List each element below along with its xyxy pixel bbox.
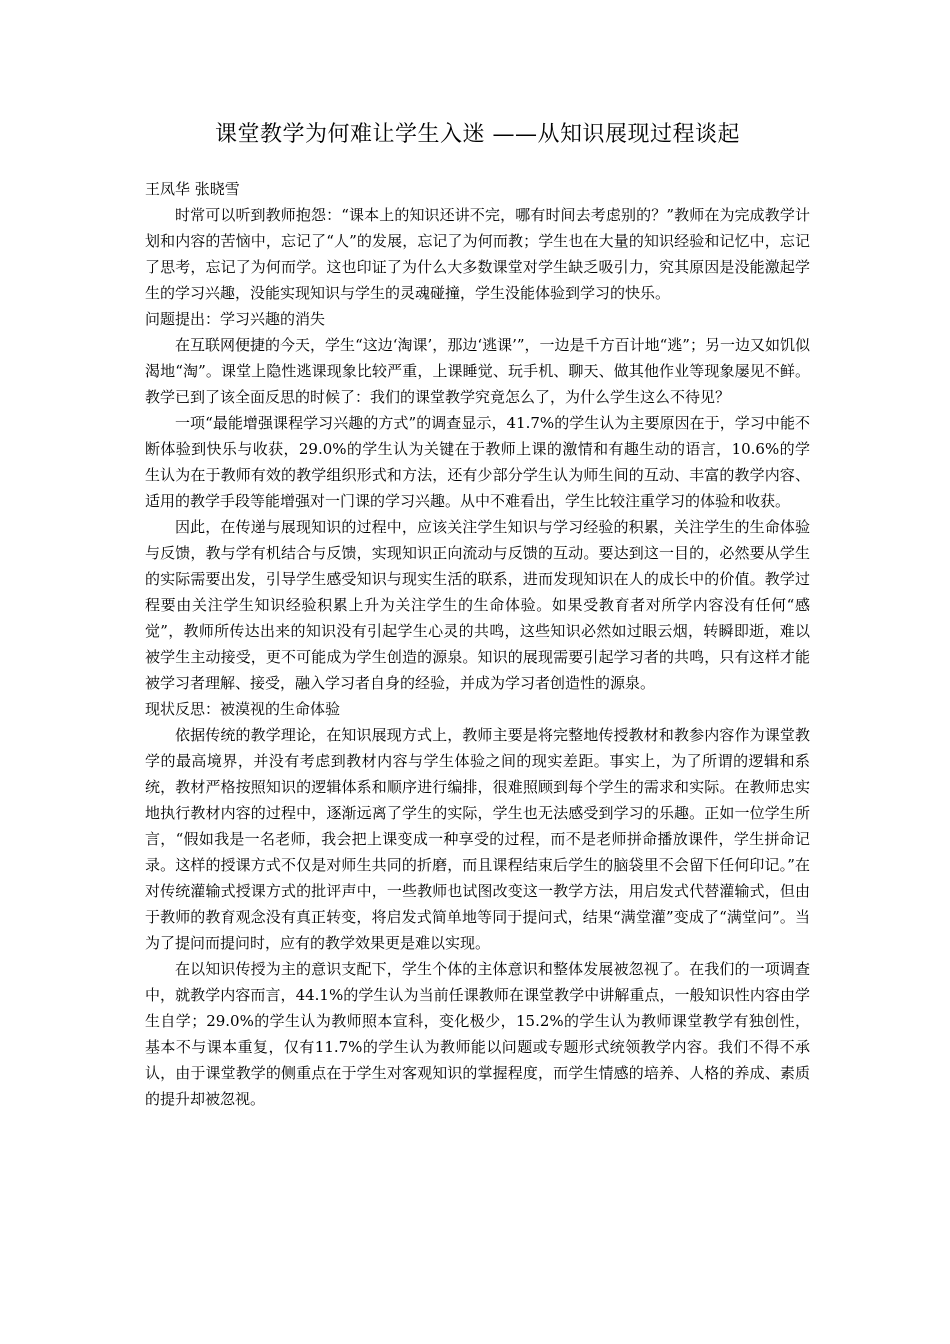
document-authors: 王凤华 张晓雪 xyxy=(145,180,240,198)
document-title: 课堂教学为何难让学生入迷 ——从知识展现过程谈起 xyxy=(215,122,740,147)
paragraph-internet: 在互联网便捷的今天，学生“这边‘淘课’，那边‘逃课’”，一边是千方百计地“逃”；另一边又如饥似渴地“淘”。课堂上隐性逃课现象比较严重，上课睡觉、玩手机、聊天、做其他作业等现象屡见不鲜。教学已到了该全面反思的时候了：我们的课堂教学究竟怎么了，为什么学生这么不待见？ xyxy=(145,336,810,406)
section-heading-problem: 问题提出：学习兴趣的消失 xyxy=(145,310,326,328)
paragraph-knowledge-transfer: 在以知识传授为主的意识支配下，学生个体的主体意识和整体发展被忽视了。在我们的一项调查中，就教学内容而言，44.1%的学生认为当前任课教师在课堂教学中讲解重点，一般知识性内容由学生自学；29.0%的学生认为教师照本宣科，变化极少，15.2%的学生认为教师课堂教学有独创性，基本不与课本重复，仅有11.7%的学生认为教师能以问题或专题形式统领教学内容。我们不得不承认，由于课堂教学的侧重点在于学生对客观知识的掌握程度，而学生情感的培养、人格的养成、素质的提升却被忽视。 xyxy=(145,960,810,1108)
paragraph-traditional: 依据传统的教学理论，在知识展现方式上，教师主要是将完整地传授教材和教参内容作为课堂教学的最高境界，并没有考虑到教材内容与学生体验之间的现实差距。事实上，为了所谓的逻辑和系统，教材严格按照知识的逻辑体系和顺序进行编排，很难照顾到每个学生的需求和实际。在教师忠实地执行教材内容的过程中，逐渐远离了学生的实际，学生也无法感受到学习的乐趣。正如一位学生所言，“假如我是一名老师，我会把上课变成一种享受的过程，而不是老师拼命播放课件，学生拼命记录。这样的授课方式不仅是对师生共同的折磨，而且课程结束后学生的脑袋里不会留下任何印记。”在对传统灌输式授课方式的批评声中，一些教师也试图改变这一教学方法，用启发式代替灌输式，但由于教师的教育观念没有真正转变，将启发式简单地等同于提问式，结果“满堂灌”变成了“满堂问”。当为了提问而提问时，应有的教学效果更是难以实现。 xyxy=(145,726,810,952)
paragraph-survey: 一项“最能增强课程学习兴趣的方式”的调查显示，41.7%的学生认为主要原因在于，学习中能不断体验到快乐与收获，29.0%的学生认为关键在于教师上课的激情和有趣生动的语言，10.6%的学生认为在于教师有效的教学组织形式和方法，还有少部分学生认为师生间的互动、丰富的教学内容、适用的教学手段等能增强对一门课的学习兴趣。从中不难看出，学生比较注重学习的体验和收获。 xyxy=(145,414,810,510)
paragraph-therefore: 因此，在传递与展现知识的过程中，应该关注学生知识与学习经验的积累，关注学生的生命体验与反馈，教与学有机结合与反馈，实现知识正向流动与反馈的互动。要达到这一目的，必然要从学生的实际需要出发，引导学生感受知识与现实生活的联系，进而发现知识在人的成长中的价值。教学过程要由关注学生知识经验积累上升为关注学生的生命体验。如果受教育者对所学内容没有任何“感觉”，教师所传达出来的知识没有引起学生心灵的共鸣，这些知识必然如过眼云烟，转瞬即逝，难以被学生主动接受，更不可能成为学生创造的源泉。知识的展现需要引起学习者的共鸣，只有这样才能被学习者理解、接受，融入学习者自身的经验，并成为学习者创造性的源泉。 xyxy=(145,518,810,692)
paragraph-intro: 时常可以听到教师抱怨：“课本上的知识还讲不完，哪有时间去考虑别的？”教师在为完成教学计划和内容的苦恼中，忘记了“人”的发展，忘记了为何而教；学生也在大量的知识经验和记忆中，忘记了思考，忘记了为何而学。这也印证了为什么大多数课堂对学生缺乏吸引力，究其原因是没能激起学生的学习兴趣，没能实现知识与学生的灵魂碰撞，学生没能体验到学习的快乐。 xyxy=(145,206,810,302)
section-heading-reflection: 现状反思：被漠视的生命体验 xyxy=(145,700,341,718)
document-page xyxy=(145,118,810,1112)
